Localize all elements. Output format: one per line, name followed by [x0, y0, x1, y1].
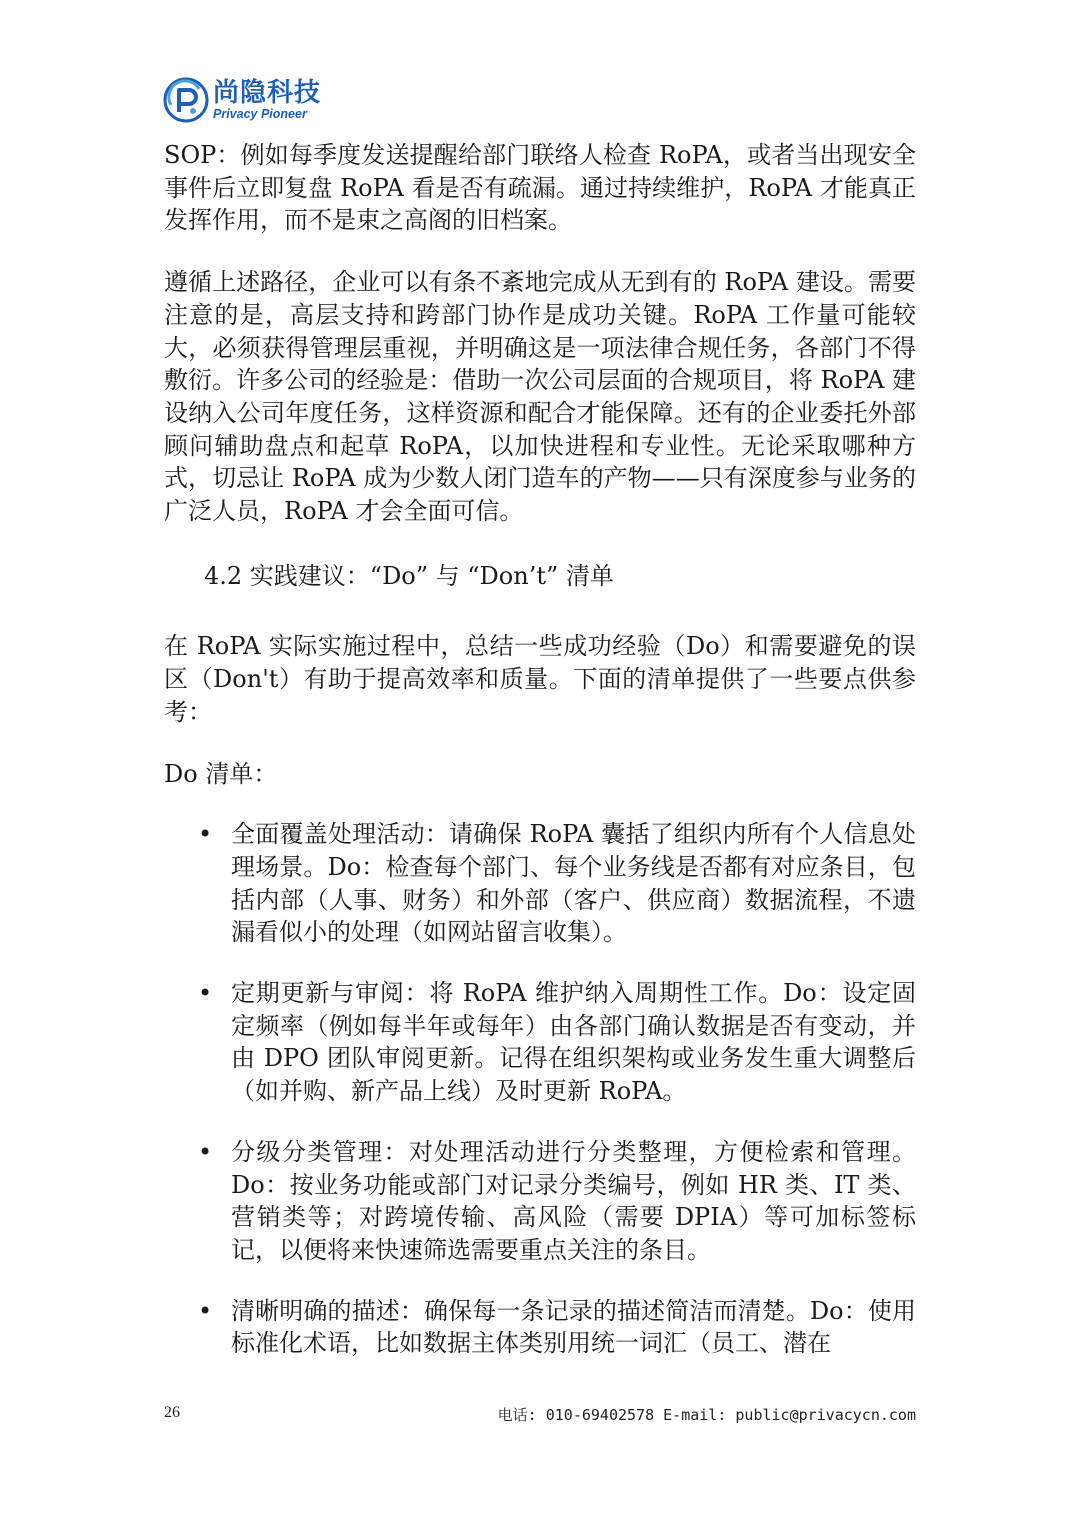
do-list-title: Do 清单：: [164, 759, 278, 788]
page-header: [163, 76, 321, 124]
footer-contact: 电话: 010-69402578 E-mail: public@privacycn.com: [497, 1406, 916, 1424]
paragraph-intro-checklist: 在 RoPA 实际实施过程中，总结一些成功经验（Do）和需要避免的误区（Don't）有助于提高效率和质量。下面的清单提供了一些要点供参考：: [164, 632, 916, 726]
logo-chinese-name: 尚隐科技: [213, 77, 322, 108]
paragraph-sop: SOP：例如每季度发送提醒给部门联络人检查 RoPA，或者当出现安全事件后立即复盘 RoPA 看是否有疏漏。通过持续维护，RoPA 才能真正发挥作用，而不是束之高阁的旧档案。: [164, 141, 916, 235]
page-number: 26: [164, 1404, 180, 1421]
paragraph-follow-path: 遵循上述路径，企业可以有条不紊地完成从无到有的 RoPA 建设。需要注意的是，高层支持和跨部门协作是成功关键。RoPA 工作量可能较大，必须获得管理层重视，并明确这是一项法律合规任务，各部门不得敷衍。许多公司的经验是：借助一次公司层面的合规项目，将 RoPA 建设纳入公司年度任务，这样资源和配合才能保障。还有的企业委托外部顾问辅助盘点和起草 RoPA，以加快进程和专业性。无论采取哪种方式，切忌让 RoPA 成为少数人闭门造车的产物——只有深度参与业务的广泛人员，RoPA 才会全面可信。: [164, 268, 916, 526]
do-list: [164, 818, 916, 1360]
bullet-dot-icon: •: [198, 820, 213, 849]
privacy-pioneer-logo-icon: [163, 77, 209, 123]
logo-english-name: Privacy Pioneer: [213, 106, 307, 121]
page-footer: [164, 1404, 916, 1425]
logo-text: [213, 77, 322, 121]
list-item: [164, 977, 916, 1108]
list-item: [164, 1295, 916, 1360]
list-item: [164, 818, 916, 949]
list-item-text: 清晰明确的描述：确保每一条记录的描述简洁而清楚。Do：使用标准化术语，比如数据主体类别用统一词汇（员工、潜在: [231, 1296, 916, 1358]
list-item-text: 全面覆盖处理活动：请确保 RoPA 囊括了组织内所有个人信息处理场景。Do：检查每个部门、每个业务线是否都有对应条目，包括内部（人事、财务）和外部（客户、供应商）数据流程，不遗漏看似小的处理（如网站留言收集）。: [231, 820, 916, 947]
bullet-dot-icon: •: [198, 979, 213, 1008]
bullet-dot-icon: •: [198, 1137, 213, 1166]
document-body: [164, 139, 916, 1388]
list-item-text: 分级分类管理：对处理活动进行分类整理，方便检索和管理。Do：按业务功能或部门对记录分类编号，例如 HR 类、IT 类、营销类等；对跨境传输、高风险（需要 DPIA）等可加标签标记，以便将来快速筛选需要重点关注的条目。: [231, 1137, 916, 1264]
section-heading: 4.2 实践建议：“Do” 与 “Don’t” 清单: [204, 561, 614, 590]
list-item-text: 定期更新与审阅：将 RoPA 维护纳入周期性工作。Do：设定固定频率（例如每半年或每年）由各部门确认数据是否有变动，并由 DPO 团队审阅更新。记得在组织架构或业务发生重大调整后（如并购、新产品上线）及时更新 RoPA。: [231, 979, 916, 1106]
list-item: [164, 1136, 916, 1267]
bullet-dot-icon: •: [198, 1296, 213, 1325]
